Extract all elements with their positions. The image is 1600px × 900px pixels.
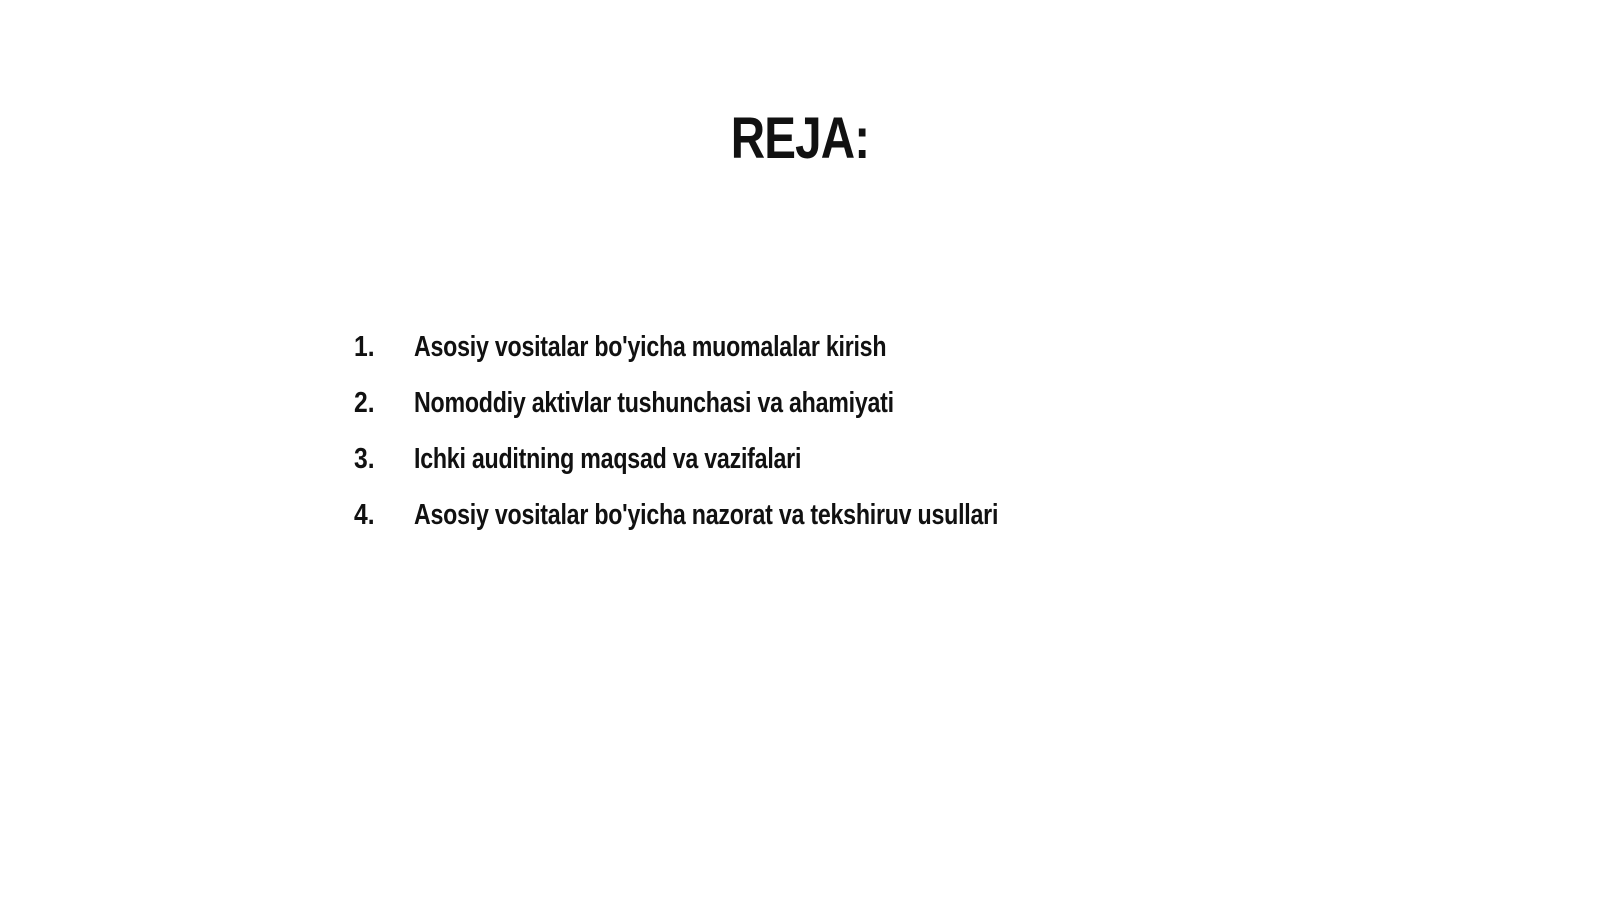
slide-title: REJA: [730, 106, 870, 171]
list-item-number: 2. [354, 387, 375, 419]
list-item-text: Nomoddiy aktivlar tushunchasi va ahamiyati [414, 387, 894, 419]
list-item [354, 440, 1144, 496]
list-item-number: 4. [354, 499, 375, 531]
list-item [354, 496, 1144, 552]
list-item [354, 328, 1144, 384]
list-item-text: Ichki auditning maqsad va vazifalari [414, 443, 802, 475]
list-item-text: Asosiy vositalar bo'yicha muomalalar kirish [414, 331, 887, 363]
list-item-text: Asosiy vositalar bo'yicha nazorat va tekshiruv usullari [414, 499, 999, 531]
list-item-number: 1. [354, 331, 375, 363]
list-item [354, 384, 1144, 440]
list-item-number: 3. [354, 443, 375, 475]
plan-list [354, 328, 1144, 552]
